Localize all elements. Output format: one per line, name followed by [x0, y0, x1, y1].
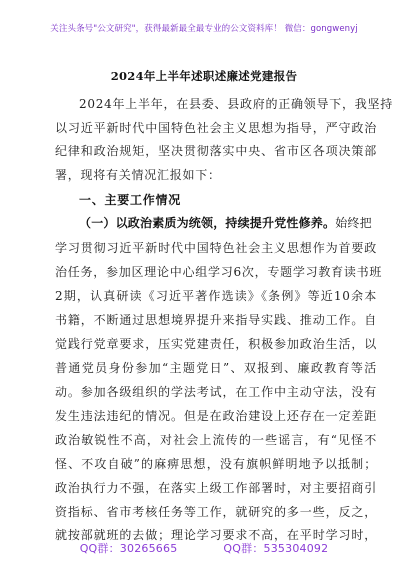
body-line: 治任务，参加区理论中心组学习6次，专题学习教育读书班: [55, 265, 383, 279]
intro-line: 署，现将有关情况汇报如下：: [55, 168, 221, 182]
body-line: 政治执行力不强，在落实上级工作部署时，对主要招商引: [55, 481, 377, 495]
body-line: 2期，认真研读《习近平著作选读》《条例》等近10余本: [55, 289, 377, 303]
subsection-heading: （一）以政治素质为统领，持续提升党性修养。: [79, 216, 336, 230]
body-line: 学习贯彻习近平新时代中国特色社会主义思想作为首要政: [55, 241, 377, 255]
document-title: 2024年上半年述职述廉述党建报告: [110, 69, 298, 83]
subsection-heading-tail: 始终把: [335, 216, 372, 230]
body-line: 资指标、省市考核任务等工作，就研究的多一些，反之，: [55, 505, 377, 519]
body-line: 发生违法违纪的情况。但是在政治建设上还存在一定差距: [55, 409, 377, 423]
footer-qq-right: QQ群：535304092: [223, 542, 329, 555]
section-heading: 一、主要工作情况: [79, 193, 182, 207]
body-line: 书籍，不断通过思想境界提升来指导实践、推动工作。自: [55, 313, 377, 327]
subsection-heading-line: [79, 215, 377, 231]
footer-qq-left: QQ群：30265665: [79, 542, 178, 555]
intro-line: 纪律和政治规矩，坚决贯彻落实中央、省市区各项决策部: [55, 144, 377, 158]
intro-line: 以习近平新时代中国特色社会主义思想为指导，严守政治: [55, 121, 377, 135]
body-line: 觉践行党章要求，压实党建责任，积极参加政治生活，以: [55, 337, 377, 351]
footer-contacts: [0, 540, 408, 556]
intro-line: 2024年上半年，在县委、县政府的正确领导下，我坚持: [79, 97, 394, 111]
body-line: 就按部就班的去做；理论学习要求不高，在平时学习时，: [55, 528, 377, 542]
body-line: 动。参加各级组织的学法考试，在工作中主动守法，没有: [55, 385, 377, 399]
body-line: 普通党员身份参加“主题党日”、双报到、廉政教育等活: [55, 361, 377, 375]
header-banner: 关注头条号"公文研究"，获得最新最全最专业的公文资料库！ 微信：gongwenyj: [50, 24, 358, 34]
body-line: 怪、不攻自破”的麻痹思想，没有旗帜鲜明地予以抵制；: [55, 457, 377, 471]
body-line: 政治敏锐性不高，对社会上流传的一些谣言，有“见怪不: [55, 433, 377, 447]
